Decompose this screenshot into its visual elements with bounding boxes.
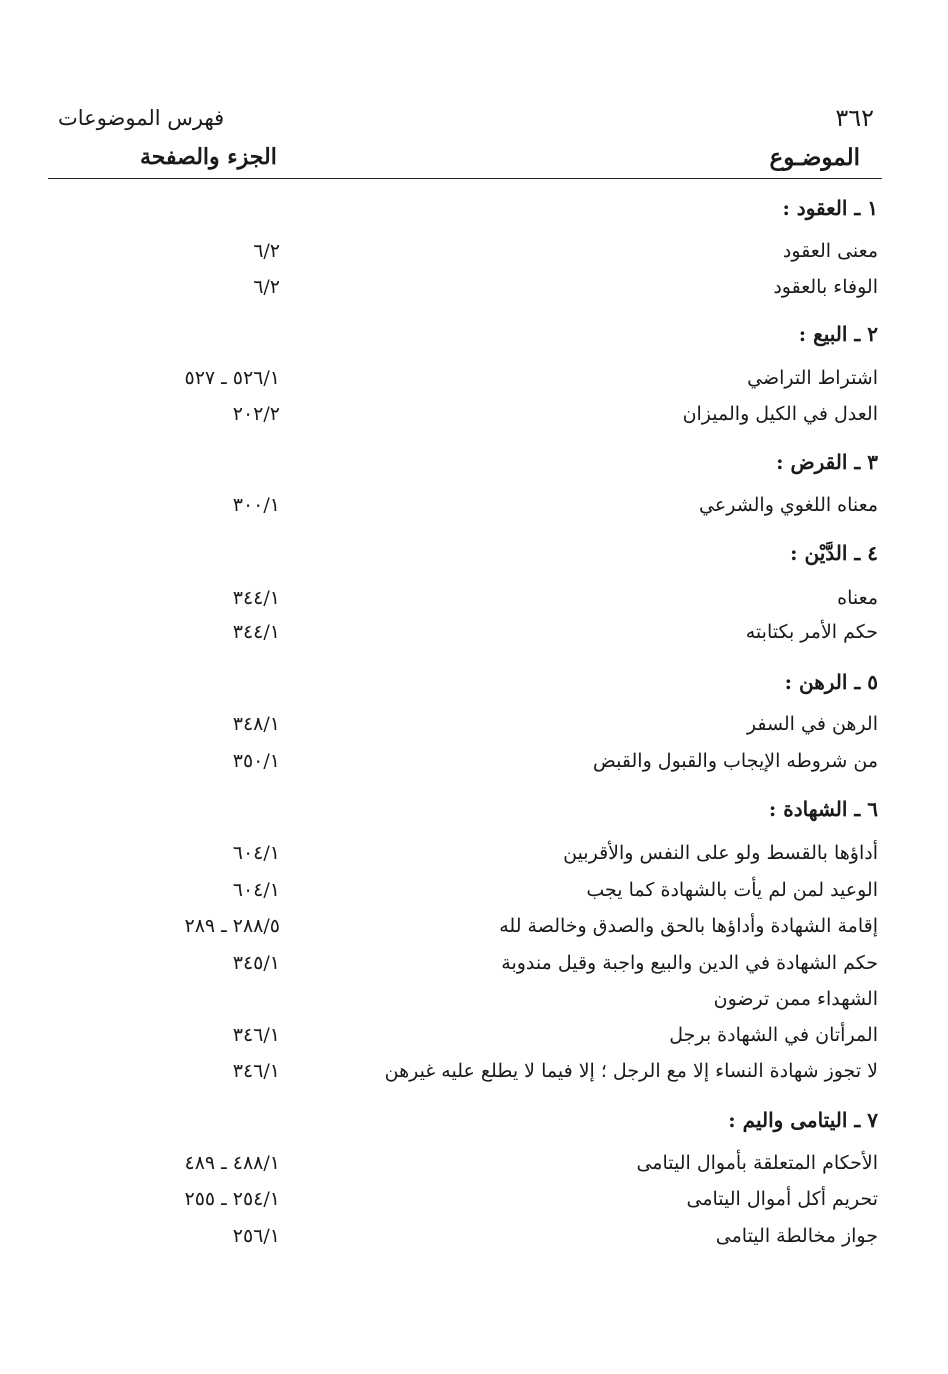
- entry-topic: الوفاء بالعقود: [773, 276, 878, 298]
- index-entry: [0, 750, 948, 786]
- index-entry: [0, 1152, 948, 1188]
- index-entry: [0, 842, 948, 878]
- index-entry: [0, 879, 948, 915]
- entry-topic: ٥ ـ الرهن :: [784, 670, 878, 694]
- index-entry: [0, 1060, 948, 1096]
- entry-topic: الرهن في السفر: [746, 713, 878, 735]
- entry-ref: ٦/٢: [253, 240, 280, 262]
- index-entry: [0, 915, 948, 951]
- entry-ref: ٣٥٠/١: [232, 750, 280, 772]
- section-heading: [0, 541, 948, 577]
- entry-topic: العدل في الكيل والميزان: [682, 403, 878, 425]
- entry-topic: إقامة الشهادة وأداؤها بالحق والصدق وخالصة لله: [499, 915, 878, 937]
- entry-topic: ٤ ـ الدَّيْن :: [790, 541, 878, 565]
- entry-topic: جواز مخالطة اليتامى: [715, 1225, 878, 1247]
- entry-topic: ٦ ـ الشهادة :: [768, 797, 878, 821]
- entry-topic: اشتراط التراضي: [747, 367, 878, 389]
- index-entry: [0, 1188, 948, 1224]
- index-entry: [0, 240, 948, 276]
- entry-topic: معناه: [837, 587, 878, 609]
- entry-ref: ٣٤٥/١: [232, 952, 280, 974]
- entry-topic: ١ ـ العقود :: [782, 196, 878, 220]
- entry-topic: لا تجوز شهادة النساء إلا مع الرجل ؛ إلا فيما لا يطلع عليه غيرهن: [384, 1060, 878, 1082]
- page-number: ٣٦٢: [835, 104, 874, 132]
- index-entry: [0, 952, 948, 988]
- entry-ref: ٣٤٤/١: [232, 587, 280, 609]
- entry-topic: معناه اللغوي والشرعي: [699, 494, 878, 516]
- entry-topic: ٢ ـ البيع :: [798, 322, 878, 346]
- index-entry: [0, 494, 948, 530]
- entry-topic: الأحكام المتعلقة بأموال اليتامى: [636, 1152, 878, 1174]
- section-heading: [0, 797, 948, 833]
- entry-ref: ٢٨٨/٥ ـ ٢٨٩: [184, 915, 280, 937]
- entry-ref: ٣٠٠/١: [232, 494, 280, 516]
- section-heading: [0, 322, 948, 358]
- entry-topic: الوعيد لمن لم يأت بالشهادة كما يجب: [586, 879, 878, 901]
- entry-ref: ٢٠٢/٢: [232, 403, 280, 425]
- index-entry: [0, 1024, 948, 1060]
- entry-topic: تحريم أكل أموال اليتامى: [686, 1188, 878, 1210]
- entry-ref: ٣٤٤/١: [232, 621, 280, 643]
- entry-topic: ٧ ـ اليتامى واليم :: [728, 1108, 878, 1132]
- entry-topic: حكم الأمر بكتابته: [745, 621, 878, 643]
- entry-topic: الشهداء ممن ترضون: [713, 988, 878, 1010]
- entry-ref: ٦٠٤/١: [232, 842, 280, 864]
- entry-ref: ٣٤٦/١: [232, 1060, 280, 1082]
- topic-column-header: الموضـوع: [769, 144, 860, 171]
- section-heading: [0, 450, 948, 486]
- entry-topic: ٣ ـ القرض :: [776, 450, 878, 474]
- entry-ref: ٦/٢: [253, 276, 280, 298]
- section-heading: [0, 196, 948, 232]
- index-entry: [0, 403, 948, 439]
- page-column-header: الجزء والصفحة: [140, 144, 277, 170]
- entry-topic: أداؤها بالقسط ولو على النفس والأقربين: [563, 842, 878, 864]
- entry-ref: ٣٤٨/١: [232, 713, 280, 735]
- index-entry: [0, 1225, 948, 1261]
- entry-ref: ٦٠٤/١: [232, 879, 280, 901]
- entry-ref: ٥٢٦/١ ـ ٥٢٧: [184, 367, 280, 389]
- section-heading: [0, 1108, 948, 1144]
- index-entry: [0, 713, 948, 749]
- entry-ref: ٢٥٦/١: [232, 1225, 280, 1247]
- index-entry: [0, 621, 948, 657]
- entry-ref: ٢٥٤/١ ـ ٢٥٥: [184, 1188, 280, 1210]
- index-entry: [0, 367, 948, 403]
- entry-ref: ٣٤٦/١: [232, 1024, 280, 1046]
- section-heading: [0, 670, 948, 706]
- entry-ref: ٤٨٨/١ ـ ٤٨٩: [184, 1152, 280, 1174]
- index-entry: [0, 587, 948, 623]
- entry-topic: من شروطه الإيجاب والقبول والقبض: [592, 750, 878, 772]
- running-title: فهرس الموضوعات: [58, 106, 225, 130]
- index-entry: [0, 276, 948, 312]
- entry-topic: معنى العقود: [782, 240, 878, 262]
- entry-topic: المرأتان في الشهادة برجل: [669, 1024, 878, 1046]
- index-entry: [0, 988, 948, 1024]
- entry-topic: حكم الشهادة في الدين والبيع واجبة وقيل مندوبة: [501, 952, 878, 974]
